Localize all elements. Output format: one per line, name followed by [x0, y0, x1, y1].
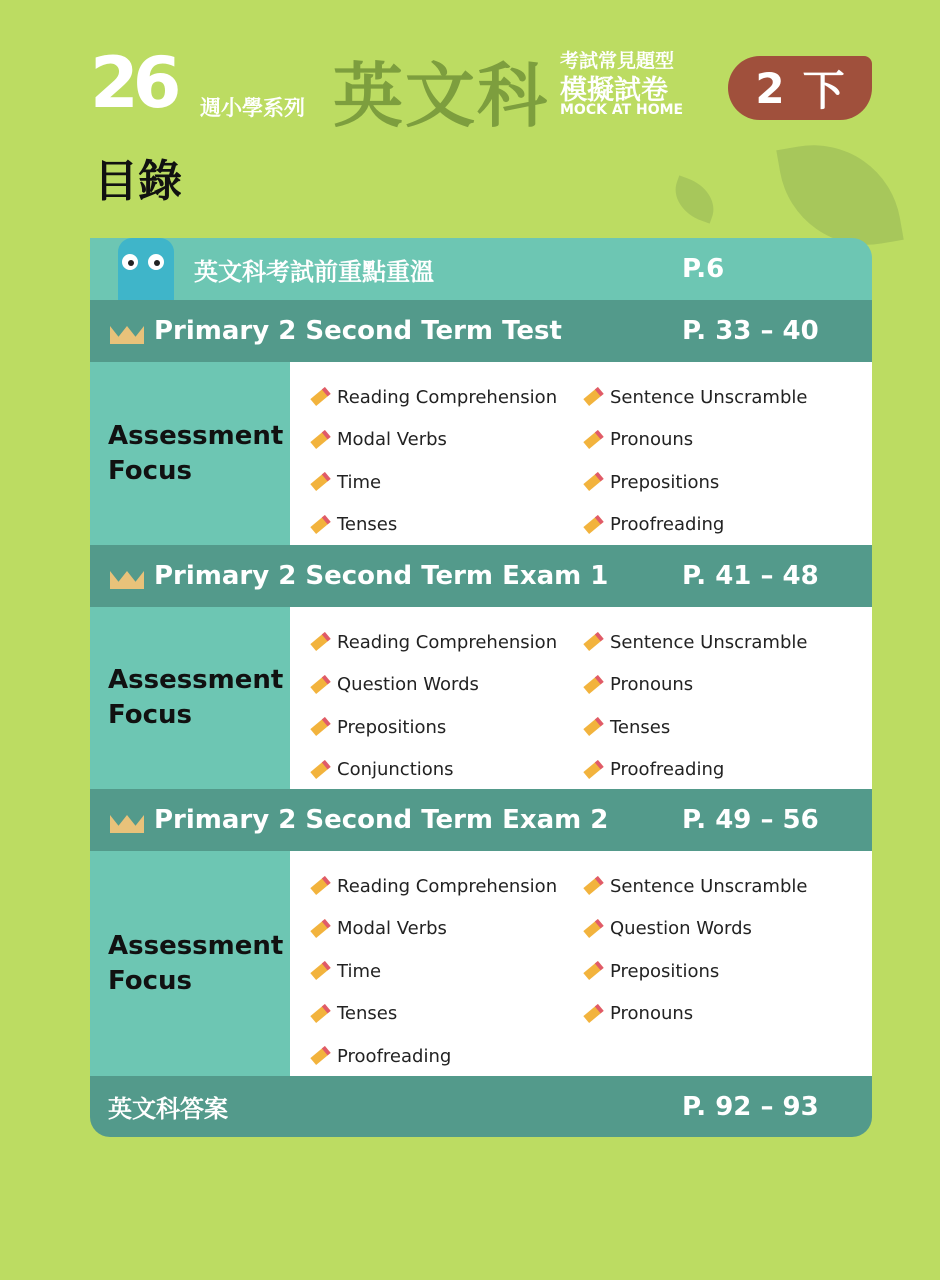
- pencil-icon: [581, 961, 601, 981]
- focus-item-label: Reading Comprehension: [337, 631, 558, 653]
- focus-item: [581, 706, 872, 749]
- focus-item-label: Tenses: [610, 716, 671, 738]
- subtitle-1: 考試常見題型: [560, 50, 675, 72]
- focus-item: [581, 993, 872, 1036]
- focus-item: [308, 749, 581, 792]
- focus-label: Assessment Focus: [90, 362, 290, 545]
- focus-item: [581, 908, 872, 951]
- section-title: Primary 2 Second Term Exam 1: [154, 561, 609, 591]
- section-header[interactable]: [90, 789, 872, 851]
- focus-item: [581, 950, 872, 993]
- pencil-icon: [308, 515, 328, 535]
- section-pages: P. 49 – 56: [682, 805, 819, 835]
- focus-item-label: Prepositions: [610, 471, 720, 493]
- focus-item: [581, 749, 872, 792]
- pencil-icon: [308, 1046, 328, 1066]
- pencil-icon: [308, 675, 328, 695]
- pencil-icon: [581, 632, 601, 652]
- focus-item-label: Prepositions: [337, 716, 447, 738]
- pencil-icon: [308, 961, 328, 981]
- pencil-icon: [308, 876, 328, 896]
- series-label: 週小學系列: [200, 96, 305, 120]
- focus-item: [308, 950, 581, 993]
- pencil-icon: [581, 876, 601, 896]
- intro-title: 英文科考試前重點重溫: [194, 257, 434, 286]
- focus-item-label: Reading Comprehension: [337, 386, 558, 408]
- focus-item: [581, 461, 872, 504]
- focus-item-label: Proofreading: [337, 1045, 452, 1067]
- focus-item: [308, 504, 581, 547]
- grade-number: 2: [755, 63, 785, 113]
- focus-item: [308, 419, 581, 462]
- focus-item: [308, 908, 581, 951]
- focus-item: [308, 664, 581, 707]
- focus-item-label: Sentence Unscramble: [610, 631, 808, 653]
- focus-item-label: Reading Comprehension: [337, 875, 558, 897]
- crown-icon: [108, 318, 146, 344]
- grade-term: 下: [802, 66, 845, 115]
- pencil-icon: [308, 387, 328, 407]
- focus-item-label: Modal Verbs: [337, 918, 447, 940]
- section-pages: P. 41 – 48: [682, 561, 819, 591]
- focus-item-label: Sentence Unscramble: [610, 386, 808, 408]
- subtitle-3: MOCK AT HOME: [560, 102, 684, 118]
- pencil-icon: [308, 717, 328, 737]
- pencil-icon: [308, 472, 328, 492]
- assessment-block: [90, 362, 872, 545]
- assessment-block: [90, 607, 872, 789]
- focus-item: [581, 664, 872, 707]
- focus-label: Assessment Focus: [90, 607, 290, 789]
- focus-item: [308, 865, 581, 908]
- answers-pages: P. 92 – 93: [682, 1091, 819, 1122]
- focus-item: [308, 376, 581, 419]
- section-header[interactable]: [90, 300, 872, 362]
- focus-item-label: Sentence Unscramble: [610, 875, 808, 897]
- focus-item: [581, 419, 872, 462]
- pencil-icon: [581, 515, 601, 535]
- focus-item-label: Tenses: [337, 1003, 398, 1025]
- intro-page: P.6: [682, 254, 725, 284]
- section-header[interactable]: [90, 545, 872, 607]
- focus-item-label: Proofreading: [610, 514, 725, 536]
- focus-item-label: Pronouns: [610, 429, 694, 451]
- crown-icon: [108, 807, 146, 833]
- pencil-icon: [581, 760, 601, 780]
- focus-label: Assessment Focus: [90, 851, 290, 1076]
- focus-item-label: Question Words: [337, 674, 479, 696]
- section-title: Primary 2 Second Term Test: [154, 316, 562, 346]
- focus-item: [581, 621, 872, 664]
- assessment-block: [90, 851, 872, 1076]
- logo-number: 26: [90, 42, 176, 124]
- subject-title: 英文科: [333, 55, 549, 137]
- focus-item-label: Modal Verbs: [337, 429, 447, 451]
- intro-row[interactable]: [90, 238, 872, 300]
- focus-item-label: Question Words: [610, 918, 752, 940]
- focus-item-label: Time: [337, 471, 382, 493]
- focus-item-label: Tenses: [337, 514, 398, 536]
- focus-item-label: Prepositions: [610, 960, 720, 982]
- focus-item: [581, 504, 872, 547]
- section-pages: P. 33 – 40: [682, 316, 819, 346]
- pencil-icon: [581, 387, 601, 407]
- pencil-icon: [308, 430, 328, 450]
- focus-item: [581, 376, 872, 419]
- pencil-icon: [581, 675, 601, 695]
- focus-item: [308, 993, 581, 1036]
- focus-item-label: Pronouns: [610, 674, 694, 696]
- pencil-icon: [581, 919, 601, 939]
- toc-title: 目錄: [94, 156, 182, 207]
- focus-item: [581, 865, 872, 908]
- pencil-icon: [308, 1004, 328, 1024]
- focus-item: [308, 1035, 581, 1078]
- owl-icon: [118, 238, 174, 300]
- pencil-icon: [308, 760, 328, 780]
- small-leaf-decoration: [667, 175, 721, 223]
- pencil-icon: [308, 632, 328, 652]
- pencil-icon: [581, 717, 601, 737]
- pencil-icon: [581, 1004, 601, 1024]
- toc-panel: [90, 238, 872, 1137]
- focus-item: [308, 621, 581, 664]
- pencil-icon: [581, 472, 601, 492]
- focus-item-label: Pronouns: [610, 1003, 694, 1025]
- section-title: Primary 2 Second Term Exam 2: [154, 805, 609, 835]
- focus-item-label: Proofreading: [610, 759, 725, 781]
- focus-item-label: Time: [337, 960, 382, 982]
- focus-item-label: Conjunctions: [337, 759, 454, 781]
- pencil-icon: [308, 919, 328, 939]
- grade-badge: [728, 56, 872, 120]
- subtitle-2: 模擬試卷: [560, 75, 668, 106]
- crown-icon: [108, 563, 146, 589]
- focus-item: [308, 706, 581, 749]
- answers-title: 英文科答案: [108, 1095, 228, 1123]
- answers-row[interactable]: [90, 1076, 872, 1137]
- focus-item: [308, 461, 581, 504]
- pencil-icon: [581, 430, 601, 450]
